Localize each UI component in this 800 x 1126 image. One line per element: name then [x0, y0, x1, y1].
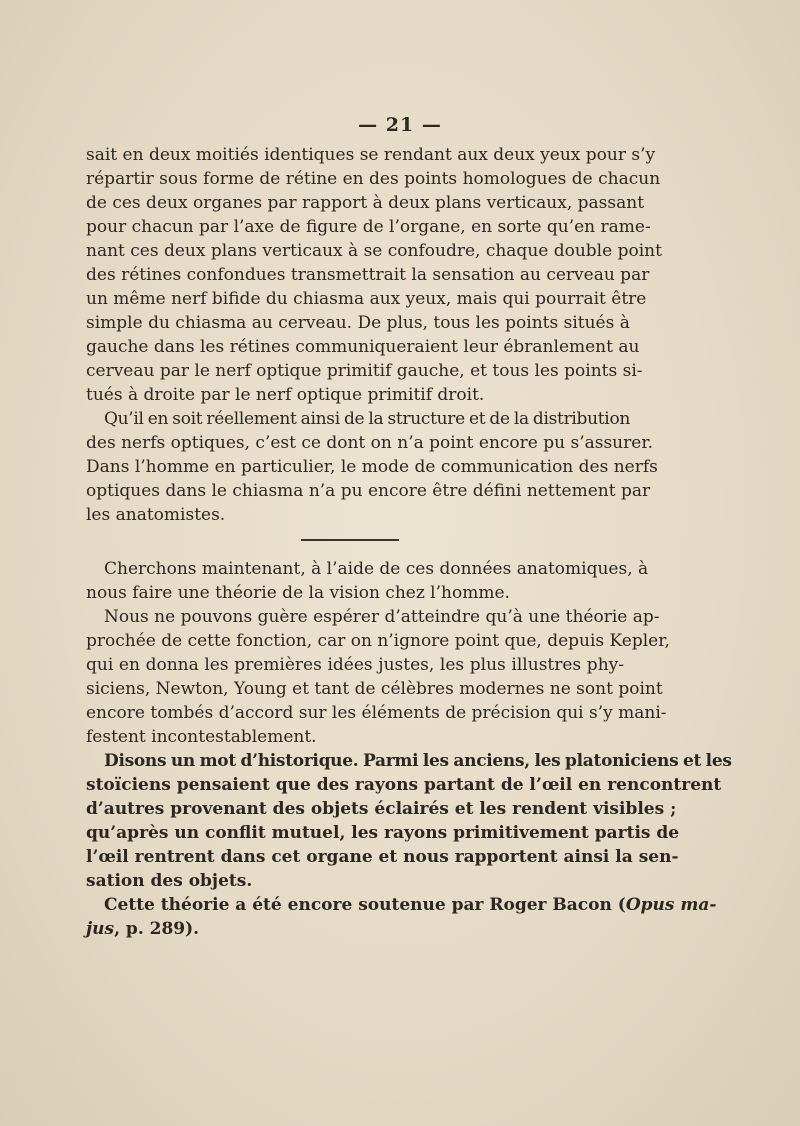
text-line: de ces deux organes par rapport à deux plans verticaux, passant: [86, 193, 645, 213]
page-number: — 21 —: [358, 114, 442, 136]
text-line: un même nerf bifide du chiasma aux yeux, mais qui pourrait être: [86, 289, 647, 309]
text-line: sation des objets.: [86, 871, 253, 891]
text-line: [86, 893, 717, 917]
text-line: Cherchons maintenant, à l’aide de ces données anatomiques, à: [104, 559, 649, 579]
citation-text: , p. 289).: [114, 919, 200, 939]
paragraph: [86, 143, 662, 407]
text-line: Disons un mot d’historique. Parmi les anciens, les platoniciens et les: [104, 751, 732, 771]
section-divider: [86, 527, 624, 557]
text-line: siciens, Newton, Young et tant de célèbres modernes ne sont point: [86, 679, 663, 699]
divider-rule: [301, 539, 399, 541]
text-line: [86, 917, 624, 941]
text-line: sait en deux moitiés identiques se rendant aux deux yeux pour s’y: [86, 145, 656, 165]
text-line: l’œil rentrent dans cet organe et nous rapportent ainsi la sen-: [86, 847, 679, 867]
paragraph: [86, 893, 717, 941]
paragraph: [86, 605, 670, 749]
text-line: des rétines confondues transmettrait la sensation au cerveau par: [86, 265, 650, 285]
body-text: [86, 143, 732, 941]
text-line: répartir sous forme de rétine en des points homologues de chacun: [86, 169, 661, 189]
paragraph: [86, 749, 732, 893]
text-line: prochée de cette fonction, car on n’ignore point que, depuis Kepler,: [86, 631, 670, 651]
paragraph: [86, 407, 658, 527]
text-line: nant ces deux plans verticaux à se confoudre, chaque double point: [86, 241, 662, 261]
text-line: simple du chiasma au cerveau. De plus, tous les points situés à: [86, 313, 630, 333]
text-line: cerveau par le nerf optique primitif gauche, et tous les points si-: [86, 361, 643, 381]
text-line: des nerfs optiques, c’est ce dont on n’a point encore pu s’assurer.: [86, 433, 653, 453]
text-line: d’autres provenant des objets éclairés et les rendent visibles ;: [86, 799, 677, 819]
text-line: Qu’il en soit réellement ainsi de la structure et de la distribution: [104, 409, 631, 429]
book-title: jus: [86, 919, 115, 939]
text-line: tués à droite par le nerf optique primitif droit.: [86, 385, 485, 405]
text-line: Dans l’homme en particulier, le mode de communication des nerfs: [86, 457, 658, 477]
text-line: optiques dans le chiasma n’a pu encore être défini nettement par: [86, 481, 651, 501]
text-line: pour chacun par l’axe de figure de l’organe, en sorte qu’en rame-: [86, 217, 651, 237]
text-line: qu’après un conflit mutuel, les rayons primitivement partis de: [86, 823, 680, 843]
text-line: stoïciens pensaient que des rayons partant de l’œil en rencontrent: [86, 775, 722, 795]
text-line: nous faire une théorie de la vision chez l’homme.: [86, 583, 510, 603]
text-line: les anatomistes.: [86, 505, 226, 525]
citation-text: Cette théorie a été encore soutenue par Roger Bacon (: [104, 895, 626, 915]
text-line: festent incontestablement.: [86, 727, 317, 747]
book-title: Opus ma-: [625, 895, 717, 915]
paragraph: [86, 557, 649, 605]
text-line: gauche dans les rétines communiqueraient leur ébranlement au: [86, 337, 640, 357]
text-line: qui en donna les premières idées justes, les plus illustres phy-: [86, 655, 624, 675]
text-line: encore tombés d’accord sur les éléments de précision qui s’y mani-: [86, 703, 667, 723]
text-line: Nous ne pouvons guère espérer d’atteindre qu’à une théorie ap-: [104, 607, 660, 627]
